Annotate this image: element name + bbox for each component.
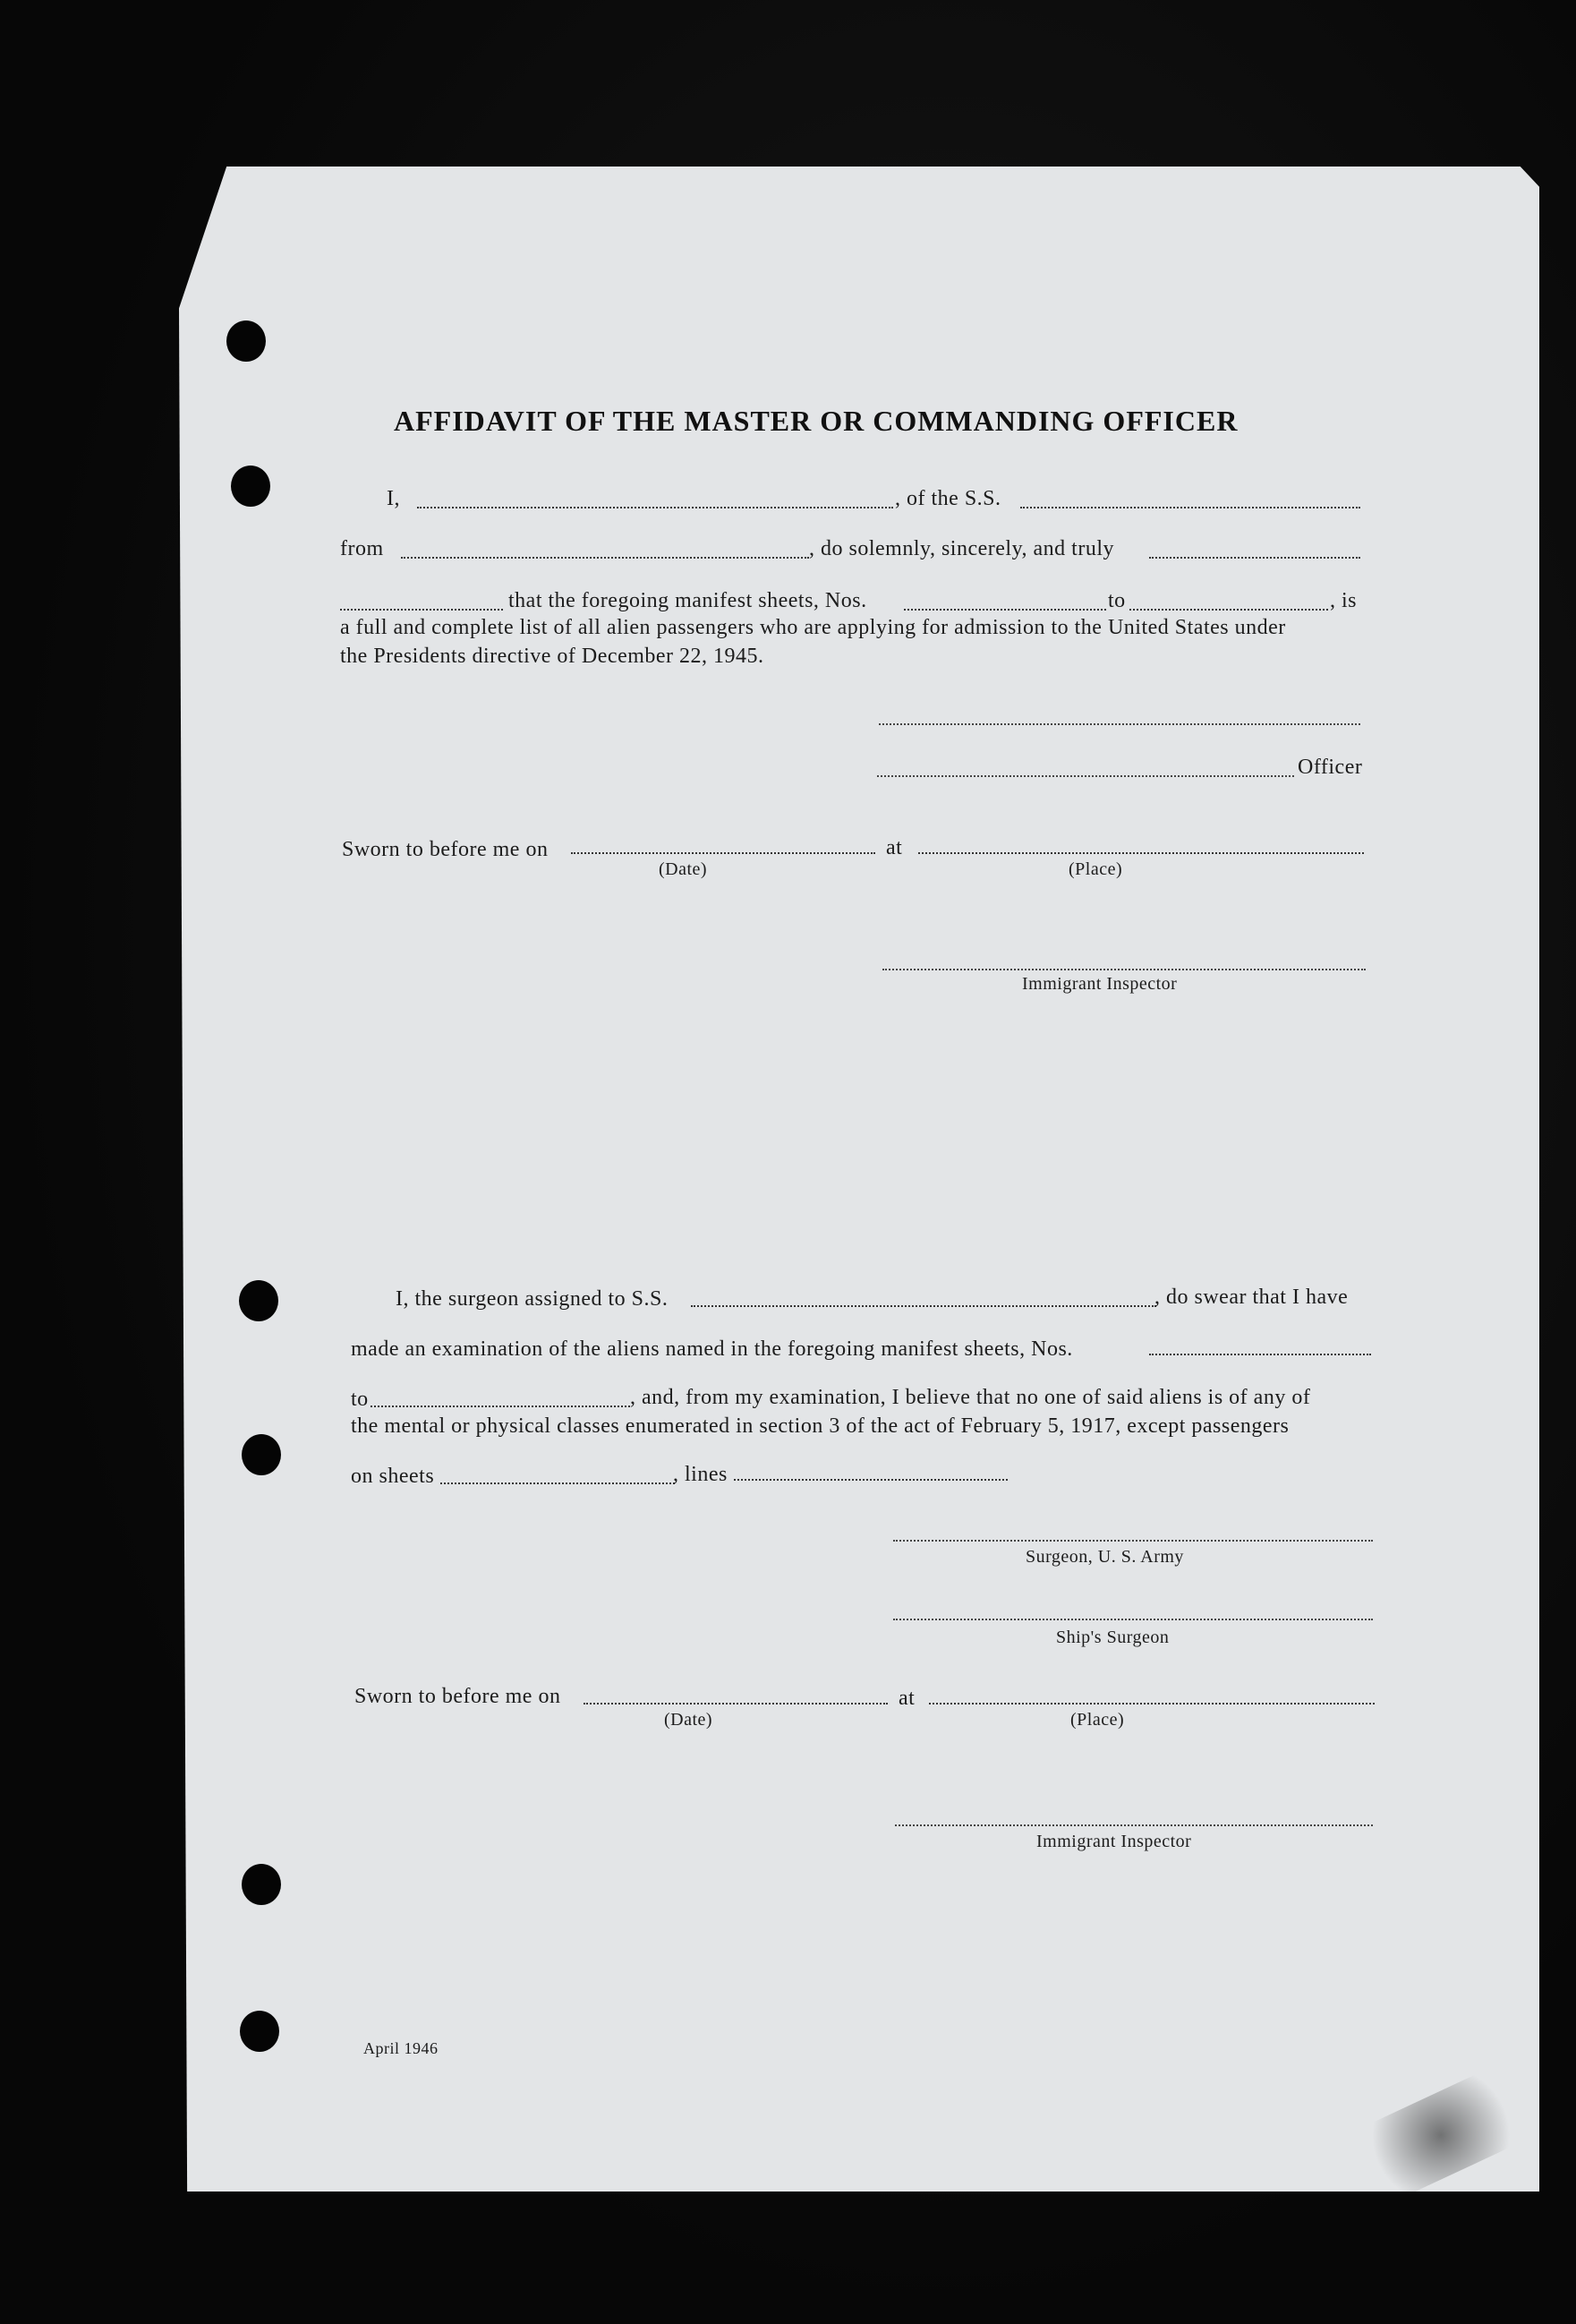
label-officer: Officer [1298,756,1363,779]
blank-surgeon-to [371,1406,630,1407]
text-surgeon-line4: the mental or physical classes enumerated in section 3 of the act of February 5, 1917, except passengers [351,1414,1290,1438]
text-swear: , do swear that I have [1154,1286,1349,1309]
label-date-surgeon: (Date) [664,1710,713,1730]
text-surgeon-line1: I, the surgeon assigned to S.S. [396,1287,669,1311]
blank-on-sheets [440,1482,675,1484]
text-surgeon-to: to [351,1388,369,1411]
text-at-master: at [886,836,903,859]
label-date-master: (Date) [659,859,708,879]
text-line-b: the Presidents directive of December 22, 1945. [340,645,764,668]
text-line-a: a full and complete list of all alien passengers who are applying for admission to the United States under [340,616,1286,639]
blank-surgeon-nos [1149,1354,1371,1355]
punch-hole [242,1864,281,1905]
label-place-master: (Place) [1069,859,1123,879]
punch-hole [231,466,270,507]
label-ships-surgeon: Ship's Surgeon [1056,1628,1170,1647]
signature-line-inspector-surgeon [895,1824,1373,1826]
blank-nos-from [904,609,1106,611]
text-i: I, [387,487,400,510]
text-sworn-master: Sworn to before me on [342,838,549,861]
blank-ship [1020,507,1360,508]
signature-line-army [893,1540,1373,1542]
text-surgeon-line2: made an examination of the aliens named in the foregoing manifest sheets, Nos. [351,1337,1073,1361]
document-sheet [179,167,1539,2192]
signature-line-inspector-master [882,969,1366,970]
text-from: from [340,537,384,560]
text-to: to [1108,589,1126,612]
text-at-surgeon: at [899,1687,916,1710]
blank-from [401,557,809,559]
text-is: , is [1330,589,1358,612]
blank-place-surgeon [929,1703,1375,1705]
signature-line-master [879,723,1360,725]
text-sworn-surgeon: Sworn to before me on [354,1685,561,1708]
blank-truly [1149,557,1360,559]
label-army-surgeon: Surgeon, U. S. Army [1026,1547,1184,1567]
footer-date: April 1946 [363,2039,439,2057]
blank-place-master [918,852,1364,854]
text-lines: , lines [673,1463,728,1486]
blank-nos-to [1129,609,1328,611]
blank-lines [734,1479,1008,1481]
punch-hole [240,2011,279,2052]
signature-line-ships [893,1619,1373,1620]
label-inspector-surgeon: Immigrant Inspector [1036,1832,1192,1851]
text-of-ss: , of the S.S. [895,487,1001,510]
signature-line-officer [877,775,1294,777]
blank-date-surgeon [584,1703,888,1705]
text-surgeon-line3: , and, from my examination, I believe that no one of said aliens is of any of [630,1386,1311,1409]
blank-name [417,507,893,508]
blank-date-master [571,852,875,854]
label-place-surgeon: (Place) [1070,1710,1125,1730]
label-inspector-master: Immigrant Inspector [1022,974,1178,994]
blank-surgeon-ship [691,1305,1156,1307]
punch-hole [239,1280,278,1321]
text-solemnly: , do solemnly, sincerely, and truly [809,537,1114,560]
text-on-sheets: on sheets [351,1465,435,1488]
text-foregoing: that the foregoing manifest sheets, Nos. [508,589,867,612]
punch-hole [242,1434,281,1475]
page-title: AFFIDAVIT OF THE MASTER OR COMMANDING OFFICER [394,405,1239,437]
blank-oath [340,609,503,611]
punch-hole [226,320,266,362]
